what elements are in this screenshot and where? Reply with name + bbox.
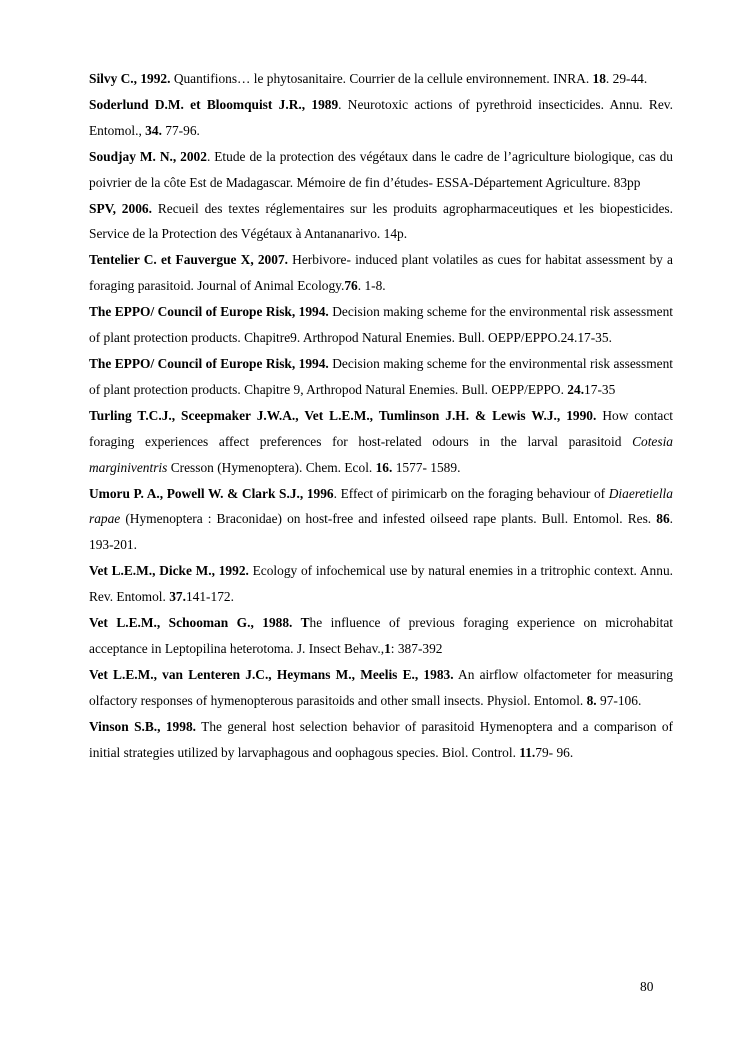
reference-text: . Etude de la protection des végétaux dans le cadre de l’agriculture biologique, cas du poivrier de la côte Est de Madagascar. Mémoire de fin d’études- ESSA-Département Agriculture. 83pp	[89, 148, 673, 190]
reference-entry	[89, 144, 673, 196]
reference-author: Soudjay M. N., 2002	[89, 148, 207, 164]
reference-text: 79- 96.	[535, 744, 574, 760]
reference-text: Recueil des textes réglementaires sur les produits agropharmaceutiques et les biopesticides. Service de la Protection des Végétaux à Antananarivo. 14p.	[89, 200, 673, 242]
reference-text: Quantifions… le phytosanitaire. Courrier de la cellule environnement. INRA.	[170, 71, 593, 86]
reference-author: The EPPO/ Council of Europe Risk, 1994.	[89, 355, 329, 371]
reference-entry	[89, 558, 673, 610]
reference-author: The EPPO/ Council of Europe Risk, 1994.	[89, 304, 329, 320]
page-number: 80	[640, 979, 654, 994]
reference-text: 97-106.	[596, 692, 642, 708]
reference-volume: 1	[384, 640, 391, 656]
reference-author: Vet L.E.M., van Lenteren J.C., Heymans M., Meelis E., 1983.	[89, 666, 454, 682]
reference-author: Tentelier C. et Fauvergue X, 2007.	[89, 252, 288, 268]
reference-entry	[89, 481, 673, 559]
reference-volume: 11.	[519, 744, 536, 760]
reference-author: Umoru P. A., Powell W. & Clark S.J., 1996	[89, 485, 334, 501]
reference-text: Decision making scheme for the environmental risk assessment of plant protection products. Chapitre9. Arthropod Natural Enemies. Bull. OEPP/EPPO.24.17-35.	[89, 304, 673, 346]
reference-text: he influence of previous foraging experience on microhabitat acceptance in Leptopilina heterotoma. J. Insect Behav.,	[89, 615, 673, 656]
reference-entry	[89, 403, 673, 481]
reference-text: . 193-201.	[89, 511, 673, 553]
reference-text: How contact foraging experiences affect preferences for host-related odours in the larval parasitoid	[89, 407, 673, 449]
reference-species: Diaeretiella rapae	[89, 485, 673, 527]
reference-volume: 8.	[586, 692, 597, 708]
reference-author: Silvy C., 1992.	[89, 71, 171, 86]
reference-text: 1577- 1589.	[392, 459, 461, 475]
reference-entry	[89, 351, 673, 403]
reference-volume: 34.	[145, 122, 162, 138]
reference-list	[89, 66, 673, 765]
reference-text: 77-96.	[161, 122, 200, 138]
reference-text: Ecology of infochemical use by natural enemies in a tritrophic context. Annu. Rev. Entomol.	[89, 563, 673, 605]
reference-entry	[89, 714, 673, 766]
reference-text: The general host selection behavior of parasitoid Hymenoptera and a comparison of initial strategies utilized by larvaphagous and oophagous species. Biol. Control.	[89, 718, 673, 760]
reference-volume: 37.	[169, 589, 186, 605]
reference-species: Cotesia marginiventris	[89, 433, 673, 475]
reference-author: Vet L.E.M., Schooman G., 1988. T	[89, 615, 310, 631]
reference-entry	[89, 92, 673, 144]
reference-entry	[89, 610, 673, 662]
reference-text: 17-35	[584, 381, 616, 397]
reference-volume: 24.	[567, 381, 585, 397]
reference-volume: 18	[592, 71, 606, 86]
reference-text: Cresson (Hymenoptera). Chem. Ecol.	[167, 459, 376, 475]
reference-volume: 16.	[375, 459, 393, 475]
reference-text: . 1-8.	[357, 278, 386, 294]
reference-volume: 76	[344, 278, 358, 294]
reference-author: Vinson S.B., 1998.	[89, 718, 196, 734]
reference-entry	[89, 196, 673, 248]
reference-text: Decision making scheme for the environmental risk assessment of plant protection products. Chapitre 9, Arthropod Natural Enemies. Bull. OEPP/EPPO.	[89, 355, 673, 397]
reference-text: : 387-392	[390, 640, 443, 656]
reference-author: Turling T.C.J., Sceepmaker J.W.A., Vet L.E.M., Tumlinson J.H. & Lewis W.J., 1990.	[89, 407, 597, 423]
reference-text: (Hymenoptera : Braconidae) on host-free and infested oilseed rape plants. Bull. Entomol. Res.	[120, 511, 657, 527]
reference-text: 141-172.	[185, 589, 234, 605]
reference-author: SPV, 2006.	[89, 200, 152, 216]
reference-entry	[89, 247, 673, 299]
reference-entry	[89, 66, 673, 92]
reference-text: . 29-44.	[605, 71, 648, 86]
reference-text: Herbivore- induced plant volatiles as cues for habitat assessment by a foraging parasitoid. Journal of Animal Ecology.	[89, 252, 673, 294]
reference-entry	[89, 662, 673, 714]
reference-text: . Effect of pirimicarb on the foraging behaviour of	[333, 485, 609, 501]
reference-text: . Neurotoxic actions of pyrethroid insecticides. Annu. Rev. Entomol.,	[89, 96, 673, 138]
reference-author: Vet L.E.M., Dicke M., 1992.	[89, 563, 249, 579]
reference-entry	[89, 299, 673, 351]
reference-text: An airflow olfactometer for measuring olfactory responses of hymenopterous parasitoids and other small insects. Physiol. Entomol.	[89, 666, 673, 708]
reference-author: Soderlund D.M. et Bloomquist J.R., 1989	[89, 96, 339, 112]
reference-volume: 86	[656, 511, 670, 527]
